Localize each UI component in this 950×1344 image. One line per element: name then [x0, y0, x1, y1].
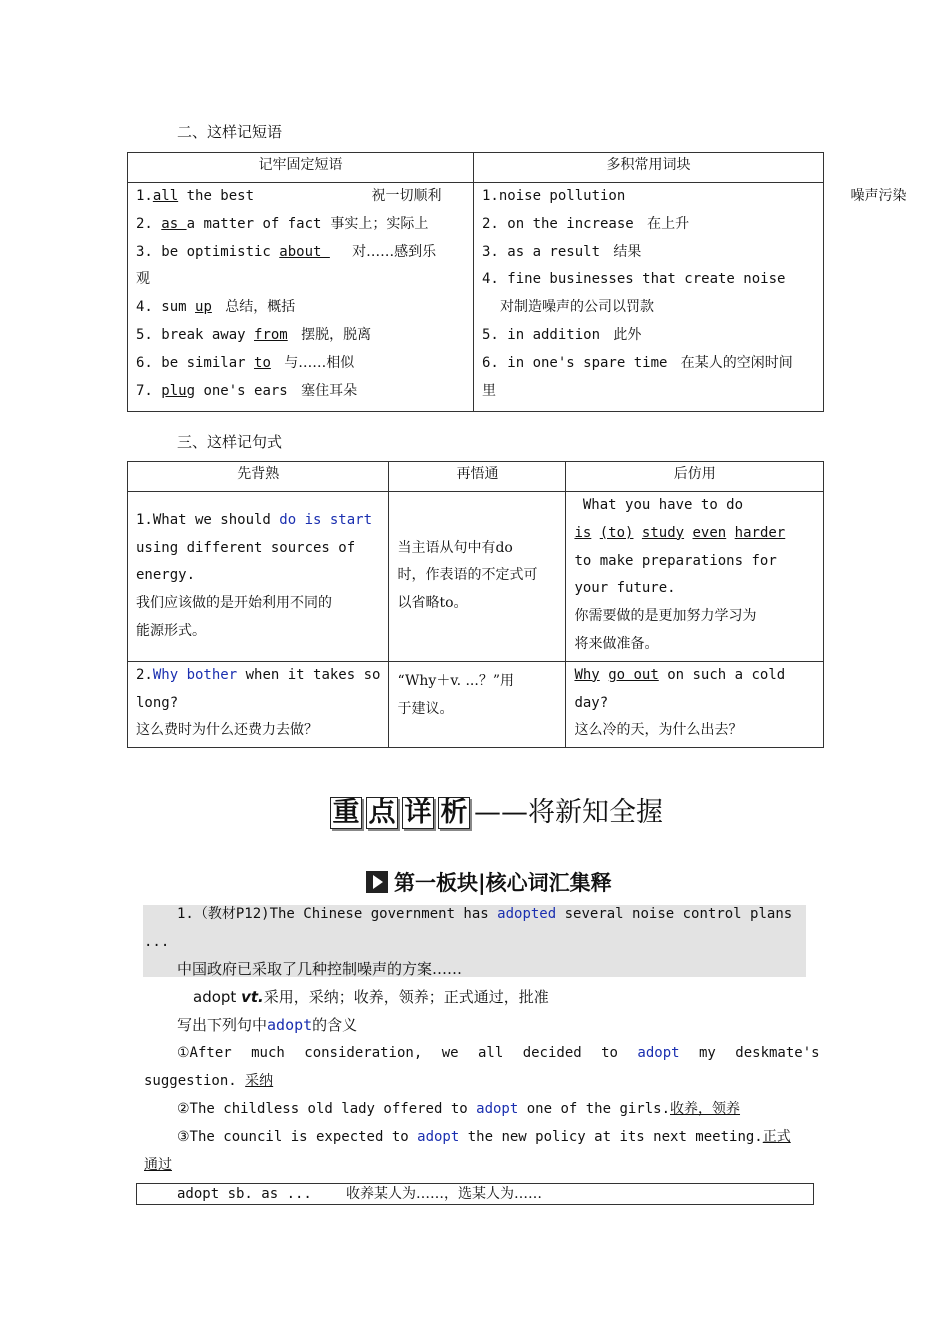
pattern2-imitate-cell: Why go out on such a cold day? 这么冷的天，为什么出去？: [566, 661, 824, 747]
example-sentence: 1.（教材P12)The Chinese government has adopted several noise control plans: [177, 906, 793, 922]
col-header-fixed-phrases: 记牢固定短语: [128, 153, 474, 183]
fixed-phrases-cell: [128, 183, 474, 412]
banner-char: 详: [402, 797, 434, 829]
phrase-note-box: adopt sb. as ... 收养某人为……，选某人为……: [136, 1183, 814, 1205]
chunk-line: 里: [482, 382, 496, 399]
pattern1-memorize-cell: 1.What we should do is start using different sources of energy. 我们应该做的是开始利用不同的 能源形式。: [128, 492, 389, 662]
section-heading-phrases: 二、这样记短语: [177, 123, 283, 141]
answer-text: 收养，领养: [670, 1101, 741, 1117]
play-icon: [366, 871, 388, 893]
phrase-line: 7. plug one's ears 塞住耳朵: [136, 382, 358, 399]
pattern1-imitate-cell: What you have to do is (to) study even harder to make preparations for your future. 你需要做的是更加努力学习为 将来做准备。: [566, 492, 824, 662]
chunk-line: 1.noise pollution 噪声污染: [482, 188, 907, 204]
answer-text: 采纳: [245, 1073, 274, 1089]
col-header-word-chunks: 多积常用词块: [474, 153, 824, 183]
chunk-line: 对制造噪声的公司以罚款: [500, 299, 654, 316]
word-chunks-cell: [474, 183, 907, 412]
section-banner: [330, 797, 663, 829]
col-header-understand: 再悟通: [389, 462, 566, 492]
highlight-word: adopted: [497, 906, 557, 922]
answer-text: 通过: [144, 1157, 172, 1173]
chunk-line: 2. on the increase 在上升: [482, 215, 690, 232]
phrase-line: 2. as a matter of fact 事实上；实际上: [136, 215, 429, 232]
pattern2-memorize-cell: 2.Why bother when it takes so long? 这么费时为什么还费力去做？: [128, 661, 389, 747]
word-definition: adopt vt.采用，采纳；收养，领养；正式通过，批准: [193, 988, 549, 1006]
chunk-line: 6. in one's spare time 在某人的空闲时间: [482, 354, 793, 371]
task-instruction: 写出下列句中adopt的含义: [177, 1016, 358, 1034]
banner-char: 点: [366, 797, 398, 829]
banner-char: 析: [438, 797, 470, 829]
exercise-2: ②The childless old lady offered to adopt one of the girls.收养，领养: [177, 1101, 741, 1117]
exercise-1: ①After much consideration, we all decided to adopt my deskmate's: [177, 1045, 820, 1061]
col-header-memorize: 先背熟: [128, 462, 389, 492]
pattern1-understand-cell: 当主语从句中有do 时，作表语的不定式可 以省略to。: [389, 492, 566, 662]
banner-char: 重: [330, 797, 362, 829]
phrase-line: 3. be optimistic about 对……感到乐: [136, 243, 437, 260]
exercise-3: ③The council is expected to adopt the new policy at its next meeting.正式: [177, 1129, 791, 1145]
chunk-line: 4. fine businesses that create noise: [482, 271, 786, 288]
banner-subtitle: ——将新知全握: [474, 797, 663, 828]
chunk-line: 5. in addition 此外: [482, 326, 642, 343]
pattern2-understand-cell: “Why＋v. ...？”用 于建议。: [389, 661, 566, 747]
sentence-patterns-table: [127, 461, 824, 748]
section-heading-sentences: 三、这样记句式: [177, 433, 283, 451]
phrase-line: 观: [136, 271, 150, 288]
phrase-line: 1.all the best 祝一切顺利: [136, 188, 442, 204]
answer-text: 正式: [762, 1129, 791, 1145]
highlight-phrase: do is start: [279, 511, 373, 528]
block-title: 第一板块|核心词汇集释: [366, 869, 612, 897]
phrase-line: 6. be similar to 与……相似: [136, 354, 355, 371]
phrase-line: 4. sum up 总结，概括: [136, 299, 296, 316]
chunk-line: 3. as a result 结果: [482, 243, 642, 260]
example-translation: 中国政府已采取了几种控制噪声的方案……: [177, 960, 463, 978]
phrase-line: 5. break away from 摆脱，脱离: [136, 326, 372, 343]
highlight-phrase: Why bother: [152, 666, 238, 683]
phrases-table: [127, 152, 907, 412]
col-header-imitate: 后仿用: [566, 462, 824, 492]
